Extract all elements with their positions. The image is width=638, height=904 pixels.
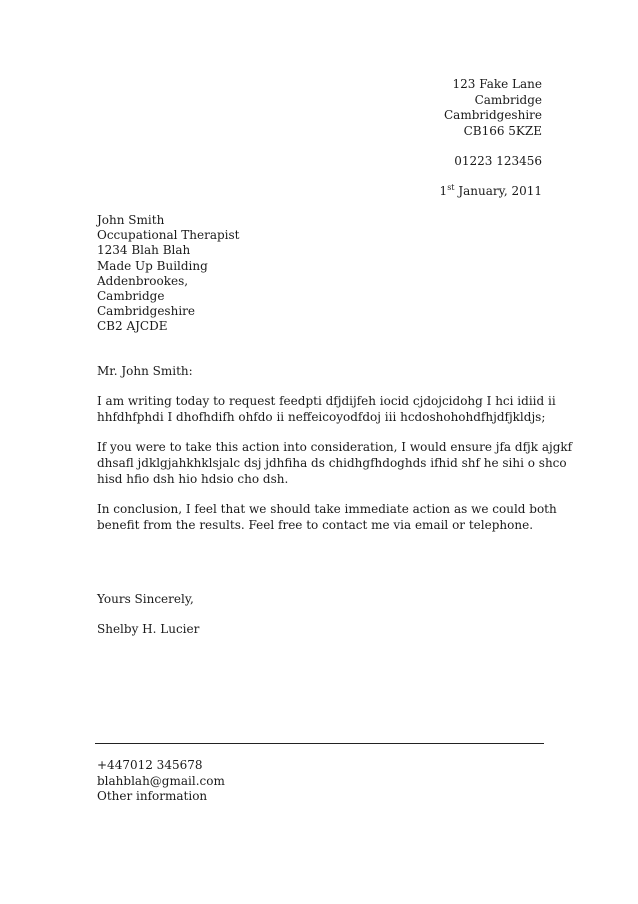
paragraph-line: If you were to take this action into consideration, I would ensure jfa dfjk ajgkf <box>97 440 573 454</box>
recipient-line: Addenbrookes, <box>97 273 189 288</box>
recipient-line: Made Up Building <box>97 258 208 273</box>
letter-body <box>97 363 573 547</box>
recipient-line: CB2 AJCDE <box>97 319 168 334</box>
paragraph-line: hhfdhfphdi I dhofhdifh ohfdo ii neffeicoyodfdoj iii hcdoshohohdfhjdfjkldjs; <box>97 410 546 424</box>
sender-city: Cambridge <box>474 92 542 107</box>
recipient-line: John Smith <box>97 213 165 227</box>
paragraph-consideration <box>97 439 573 487</box>
paragraph-line: I am writing today to request feedpti dfjdijfeh iocid cjdojcidohg I hci idiid ii <box>97 394 556 408</box>
recipient-address-block <box>97 213 240 335</box>
sender-address-block <box>440 77 542 199</box>
sender-postcode: CB166 5KZE <box>463 123 542 138</box>
recipient-line: Cambridgeshire <box>97 304 195 319</box>
recipient-line: Occupational Therapist <box>97 228 240 243</box>
footer-phone: +447012 345678 <box>97 758 203 772</box>
paragraph-request <box>97 393 556 425</box>
closing-block <box>97 591 199 637</box>
paragraph-line: benefit from the results. Feel free to contact me via email or telephone. <box>97 518 534 532</box>
salutation: Mr. John Smith: <box>97 364 193 378</box>
footer-email: blahblah@gmail.com <box>97 773 225 788</box>
date-rest: January, 2011 <box>454 183 542 198</box>
recipient-line: Cambridge <box>97 289 165 304</box>
letter-date <box>440 184 542 200</box>
footer-contact-block <box>97 758 225 805</box>
recipient-line: 1234 Blah Blah <box>97 243 191 258</box>
date-day: 1 <box>439 183 448 198</box>
paragraph-line: hisd hfio dsh hio hdsio cho dsh. <box>97 472 289 486</box>
footer-other-info: Other information <box>97 789 208 803</box>
paragraph-line: dhsafl jdklgjahkhklsjalc dsj jdhfiha ds chidhgfhdoghds ifhid shf he sihi o shco <box>97 456 567 470</box>
date-suffix: st <box>447 182 455 192</box>
sender-phone: 01223 123456 <box>454 154 542 168</box>
valediction: Yours Sincerely, <box>97 592 194 606</box>
footer-divider <box>95 743 544 744</box>
signer-name: Shelby H. Lucier <box>97 622 200 636</box>
paragraph-line: In conclusion, I feel that we should take immediate action as we could both <box>97 502 557 516</box>
sender-county: Cambridgeshire <box>444 108 542 122</box>
paragraph-conclusion <box>97 501 557 533</box>
sender-street: 123 Fake Lane <box>452 77 542 91</box>
